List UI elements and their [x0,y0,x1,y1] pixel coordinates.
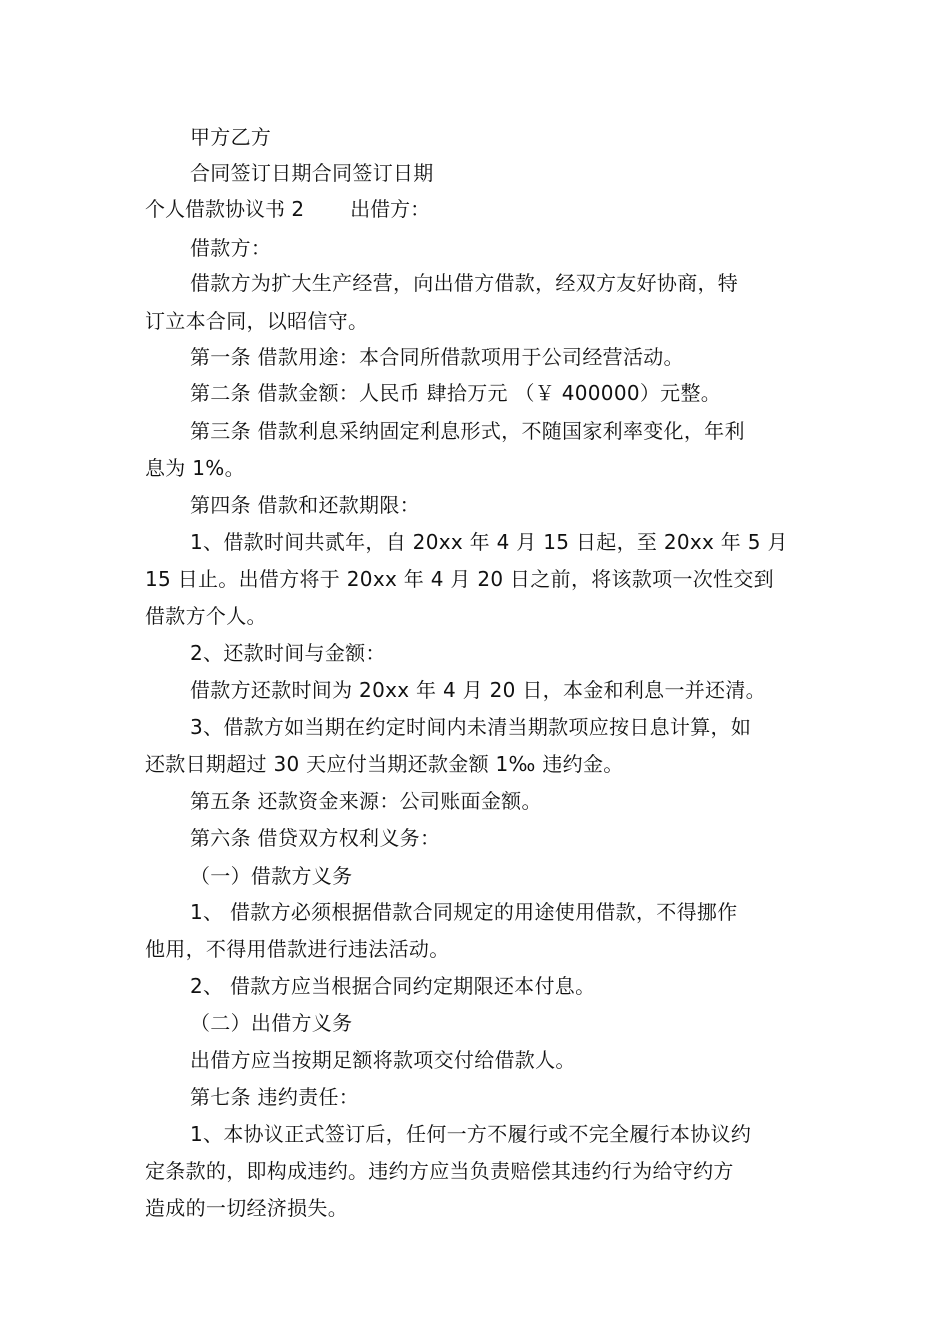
article-4-item-3-line-1: 3、借款方如当期在约定时间内未清当期款项应按日息计算，如 [190,715,752,739]
article-7-item-1-line-2: 定条款的，即构成违约。违约方应当负责赔偿其违约行为给守约方 [145,1159,734,1183]
article-7-item-1-line-3: 造成的一切经济损失。 [145,1196,348,1220]
lender-label: 出借方： [350,197,431,221]
article-4-item-1-line-1: 1、借款时间共贰年，自 20xx 年 4 月 15 日起，至 20xx 年 5 月 [190,530,788,554]
article-3-line-2: 息为 1%。 [145,456,245,480]
article-6-b-detail: 出借方应当按期足额将款项交付给借款人。 [190,1048,576,1072]
article-4-item-2: 2、还款时间与金额： [190,641,386,665]
article-4-item-3-line-2: 还款日期超过 30 天应付当期还款金额 1‰ 违约金。 [145,752,624,776]
article-7-item-1-line-1: 1、本协议正式签订后，任何一方不履行或不完全履行本协议约 [190,1122,752,1146]
article-3-line-1: 第三条 借款利息采纳固定利息形式，不随国家利率变化，年利 [190,419,745,443]
article-6-section-b: （二）出借方义务 [190,1011,353,1035]
article-4: 第四条 借款和还款期限： [190,493,420,517]
article-7: 第七条 违约责任： [190,1085,360,1109]
article-5: 第五条 还款资金来源：公司账面金额。 [190,789,542,813]
article-4-item-2-detail: 借款方还款时间为 20xx 年 4 月 20 日，本金和利息一并还清。 [190,678,766,702]
intro-line-1: 借款方为扩大生产经营，向出借方借款，经双方友好协商，特 [190,271,739,295]
article-6: 第六条 借贷双方权利义务： [190,826,441,850]
intro-line-2: 订立本合同，以昭信守。 [145,309,369,333]
article-2: 第二条 借款金额：人民币 肆拾万元 （￥ 400000）元整。 [190,381,722,405]
sign-parties: 甲方乙方 [190,125,272,149]
document-title: 个人借款协议书 2 [145,197,305,221]
article-6-a-item-1-line-2: 他用，不得用借款进行违法活动。 [145,937,450,961]
article-1: 第一条 借款用途：本合同所借款项用于公司经营活动。 [190,345,684,369]
article-6-a-item-1-line-1: 1、 借款方必须根据借款合同规定的用途使用借款，不得挪作 [190,900,738,924]
title-row [145,197,815,221]
article-4-item-1-line-2: 15 日止。出借方将于 20xx 年 4 月 20 日之前，将该款项一次性交到 [145,567,774,591]
sign-dates: 合同签订日期合同签订日期 [190,161,434,185]
article-4-item-1-line-3: 借款方个人。 [145,604,267,628]
article-6-a-item-2: 2、 借款方应当根据合同约定期限还本付息。 [190,974,596,998]
article-6-section-a: （一）借款方义务 [190,864,353,888]
borrower-label: 借款方： [190,236,272,260]
